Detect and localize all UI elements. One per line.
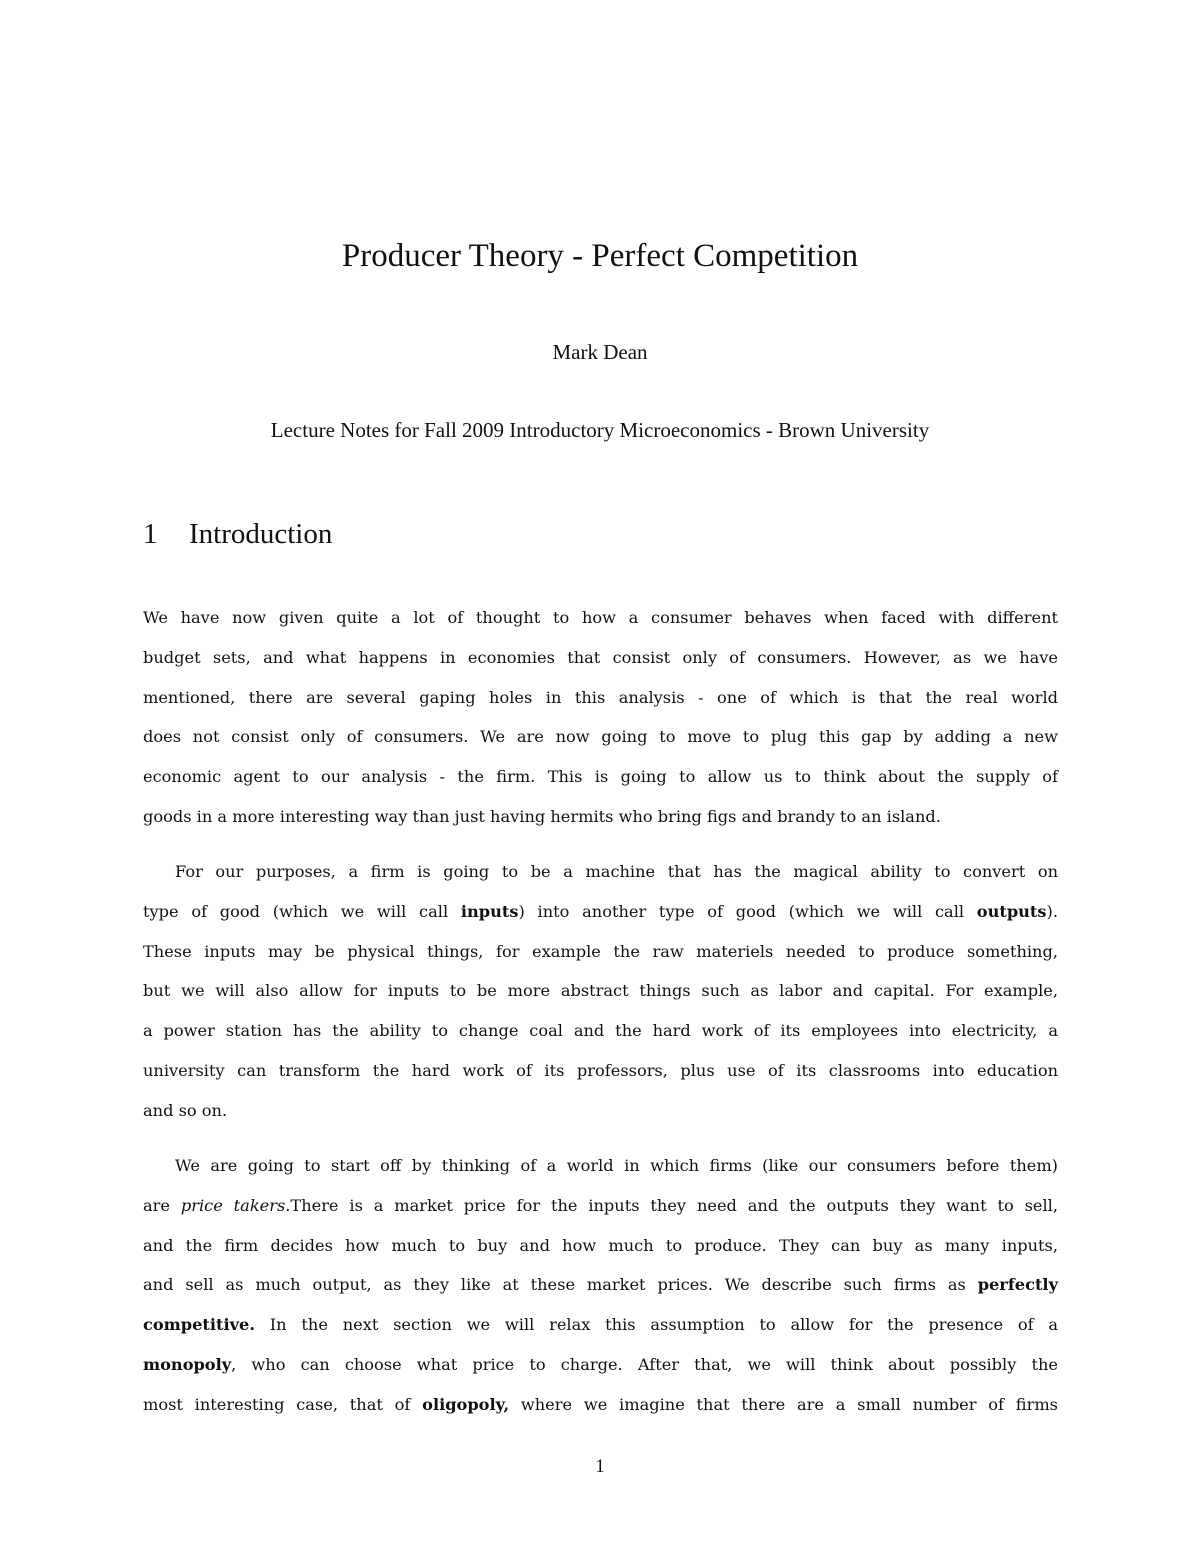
paragraph-3 [143,1146,1058,1425]
text-line [143,892,1058,932]
term-inputs: inputs [460,901,519,921]
section-title: Introduction [189,518,333,550]
text-line: and the firm decides how much to buy and how much to produce. They can buy as many inputs, [143,1235,1058,1255]
text-run: ) into another type of good (which we will call [518,901,977,921]
text-line: mentioned, there are several gaping holes in this analysis - one of which is that the real world [143,687,1058,707]
term-monopoly: monopoly [143,1354,232,1374]
text-line: a power station has the ability to change coal and the hard work of its employees into electricity, a [143,1021,1058,1041]
term-competitive: competitive. [143,1315,255,1335]
text-run: , who can choose what price to charge. After that, we will think about possibly the [231,1354,1058,1374]
text-run: where we imagine that there are a small number of firms [509,1394,1058,1414]
page-number: 1 [595,1456,605,1477]
term-perfectly: perfectly [977,1275,1058,1295]
text-run: type of good (which we will call [143,901,461,921]
text-line: budget sets, and what happens in economies that consist only of consumers. However, as we have [143,647,1058,667]
text-line: We have now given quite a lot of thought to how a consumer behaves when faced with different [143,608,1058,627]
text-line [143,1345,1058,1385]
term-oligopoly: oligopoly, [422,1394,510,1414]
text-line: These inputs may be physical things, for example the raw materiels needed to produce something, [143,941,1058,961]
paragraph-2 [143,852,1058,1131]
affiliation: Lecture Notes for Fall 2009 Introductory Microeconomics - Brown University [270,418,930,442]
text-line: We are going to start off by thinking of a world in which firms (like our consumers before them) [175,1156,1058,1175]
paper-title: Producer Theory - Perfect Competition [341,238,859,274]
text-line: For our purposes, a firm is going to be a machine that has the magical ability to convert on [175,862,1058,881]
text-line: does not consist only of consumers. We are now going to move to plug this gap by adding a new [143,727,1058,747]
text-run: and sell as much output, as they like at these market prices. We describe such firms as [143,1275,978,1295]
term-outputs: outputs [976,901,1047,921]
text-run: In the next section we will relax this assumption to allow for the presence of a [255,1315,1058,1335]
text-line: university can transform the hard work of its professors, plus use of its classrooms into education [143,1060,1058,1080]
text-line: goods in a more interesting way than just having hermits who bring figs and brandy to an island. [143,806,941,826]
text-line [143,1305,1058,1345]
text-run: most interesting case, that of [143,1394,423,1414]
author-name: Mark Dean [552,340,648,364]
text-run: .There is a market price for the inputs they need and the outputs they want to sell, [285,1195,1058,1215]
section-heading [143,518,332,551]
text-run: are [143,1195,181,1215]
text-line: economic agent to our analysis - the firm. This is going to allow us to think about the supply of [143,767,1058,787]
paragraph-1 [143,598,1058,837]
section-number: 1 [143,518,158,550]
text-line [143,1186,1058,1226]
text-run: ). [1046,901,1058,921]
text-line [143,1265,1058,1305]
text-line: and so on. [143,1100,228,1120]
text-line [143,1385,1058,1425]
text-line: but we will also allow for inputs to be more abstract things such as labor and capital. For example, [143,981,1058,1001]
term-price-takers: price takers [180,1195,286,1215]
